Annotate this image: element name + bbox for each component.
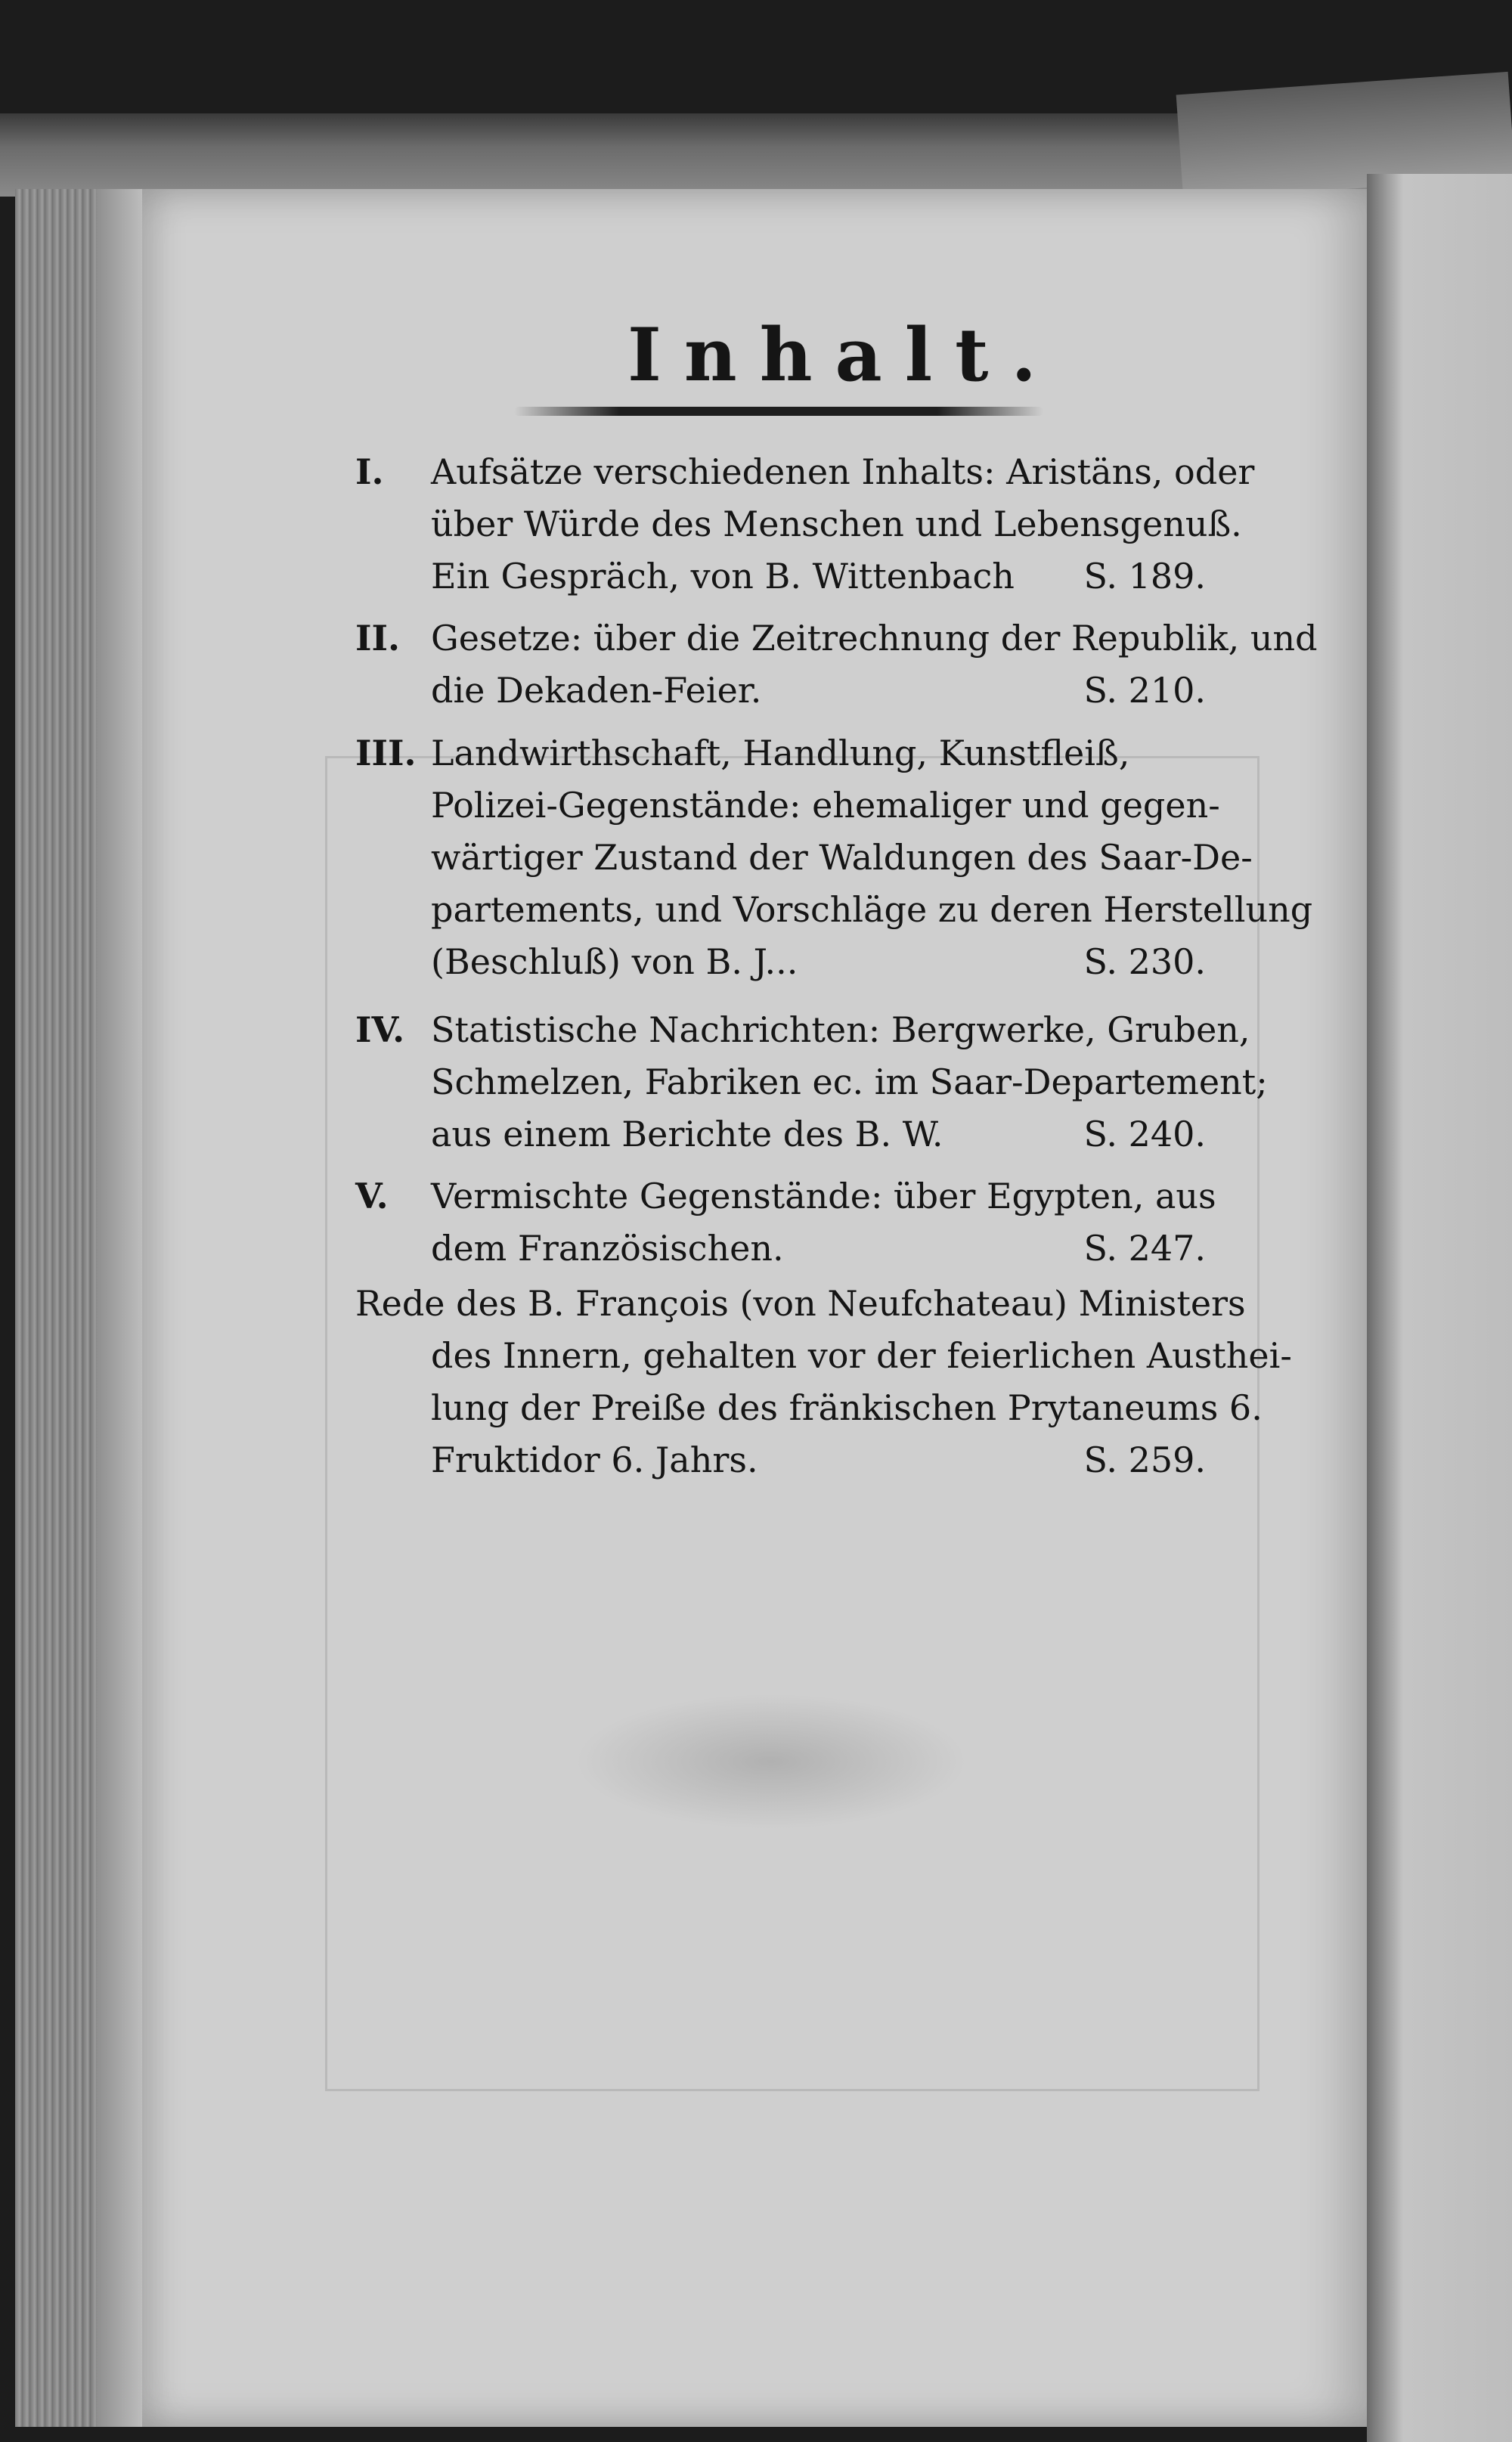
entry-text: des Innern, gehalten vor der feierlichen Austhei- [431, 1335, 1292, 1376]
entry-text: partements, und Vorschläge zu deren Herstellung [431, 889, 1313, 930]
entry-text: Aufsätze verschiedenen Inhalts: Aristäns, oder [431, 451, 1255, 492]
toc-line [355, 1278, 1246, 1330]
entry-number: V. [355, 1176, 389, 1216]
toc-line [355, 1434, 1206, 1486]
toc-line [355, 1004, 1250, 1056]
toc-line [355, 1108, 1206, 1161]
toc-entry-2 [355, 612, 1318, 717]
entry-text: Gesetze: über die Zeitrechnung der Republik, und [431, 618, 1318, 659]
toc-line [355, 498, 1242, 550]
entry-text: Schmelzen, Fabriken ec. im Saar-Departement; [431, 1061, 1268, 1102]
entry-text: Rede des B. François (von Neufchateau) Ministers [355, 1283, 1246, 1324]
toc-line [355, 550, 1206, 603]
entry-text: lung der Preiße des fränkischen Prytaneums 6. [431, 1387, 1263, 1428]
entry-text: Landwirthschaft, Handlung, Kunstfleiß, [431, 733, 1130, 773]
page-reference: S. 230. [1083, 941, 1206, 982]
page-reference: S. 189. [1083, 556, 1206, 597]
toc-entry-3 [355, 727, 1313, 988]
entry-text: aus einem Berichte des B. W. [431, 1114, 943, 1154]
entry-text: Vermischte Gegenstände: über Egypten, aus [431, 1176, 1216, 1216]
page-reference: S. 259. [1083, 1439, 1206, 1480]
toc-line [355, 1223, 1206, 1275]
entry-text: über Würde des Menschen und Lebensgenuß. [431, 504, 1242, 544]
toc-line [355, 936, 1206, 988]
toc-line [355, 1382, 1263, 1434]
toc-entry-1 [355, 446, 1255, 603]
entry-number: III. [355, 733, 417, 773]
toc-line [355, 884, 1313, 936]
toc-entry-5 [355, 1170, 1216, 1275]
entry-number: IV. [355, 1009, 405, 1050]
toc-line [355, 446, 1255, 498]
title-rule [514, 407, 1043, 416]
toc-line [355, 1330, 1292, 1382]
entry-text: wärtiger Zustand der Waldungen des Saar-De- [431, 837, 1253, 878]
toc-line [355, 727, 1206, 779]
entry-text: Fruktidor 6. Jahrs. [431, 1439, 758, 1480]
entry-number: I. [355, 451, 384, 492]
toc-line [355, 1170, 1216, 1223]
entry-number: II. [355, 618, 401, 659]
toc-line [355, 665, 1206, 717]
toc-line [355, 612, 1318, 665]
toc-line [355, 779, 1220, 832]
entry-text: dem Französischen. [431, 1228, 784, 1269]
entry-text: Polizei-Gegenstände: ehemaliger und gegen- [431, 785, 1220, 826]
page-reference: S. 210. [1083, 670, 1206, 711]
page-reference: S. 247. [1083, 1228, 1206, 1269]
toc-entry-4 [355, 1004, 1268, 1161]
page-title: Inhalt. [627, 312, 1059, 398]
toc-entry-6 [355, 1278, 1292, 1486]
entry-text: (Beschluß) von B. J... [431, 941, 798, 982]
entry-text: Ein Gespräch, von B. Wittenbach [431, 556, 1015, 597]
page-reference: S. 240. [1083, 1114, 1206, 1154]
entry-text: Statistische Nachrichten: Bergwerke, Gruben, [431, 1009, 1250, 1050]
toc-line [355, 1056, 1268, 1108]
toc-line [355, 832, 1253, 884]
entry-text: die Dekaden-Feier. [431, 670, 762, 711]
